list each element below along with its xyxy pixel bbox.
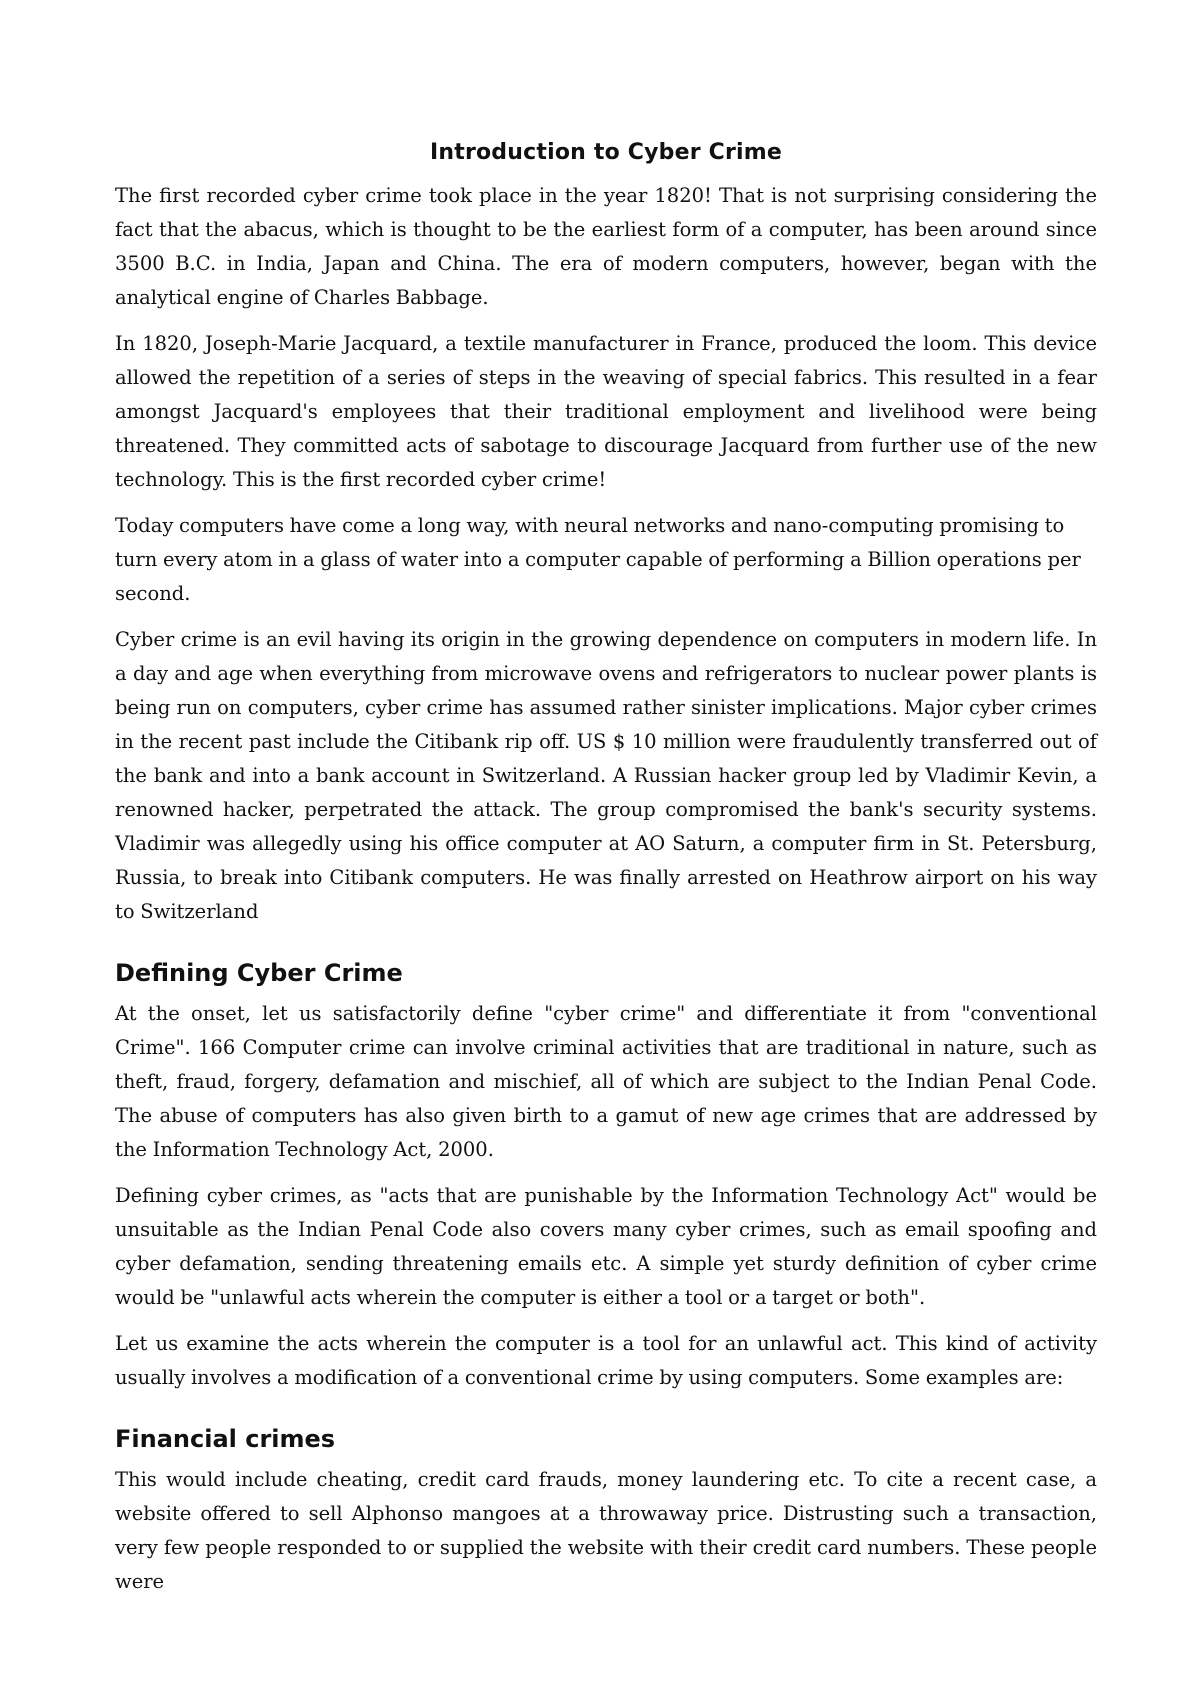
intro-paragraph-3: Today computers have come a long way, with neural networks and nano-computing promising to turn every atom in a glass of water into a computer capable of performing a Billion operations per second. — [115, 514, 1081, 605]
section-heading-financial-crimes: Financial crimes — [115, 1425, 336, 1453]
section-heading-defining-cyber-crime: Defining Cyber Crime — [115, 959, 403, 987]
document-page — [115, 130, 1097, 1611]
financial-paragraph-1: This would include cheating, credit card frauds, money laundering etc. To cite a recent case, a website offered to sell Alphonso mangoes at a throwaway price. Distrusting such a transaction, very few people responded to or supplied the website with their credit card numbers. These people were — [115, 1468, 1097, 1593]
defining-paragraph-1: At the onset, let us satisfactorily define "cyber crime" and differentiate it from "conventional Crime". 166 Computer crime can involve criminal activities that are traditional in nature, such as theft, fraud, forgery, defamation and mischief, all of which are subject to the Indian Penal Code. The abuse of computers has also given birth to a gamut of new age crimes that are addressed by the Information Technology Act, 2000. — [115, 1002, 1097, 1161]
defining-paragraph-3: Let us examine the acts wherein the computer is a tool for an unlawful act. This kind of activity usually involves a modification of a conventional crime by using computers. Some examples are: — [115, 1332, 1097, 1389]
intro-paragraph-4: Cyber crime is an evil having its origin in the growing dependence on computers in modern life. In a day and age when everything from microwave ovens and refrigerators to nuclear power plants is being run on computers, cyber crime has assumed rather sinister implications. Major cyber crimes in the recent past include the Citibank rip off. US $ 10 million were fraudulently transferred out of the bank and into a bank account in Switzerland. A Russian hacker group led by Vladimir Kevin, a renowned hacker, perpetrated the attack. The group compromised the bank's security systems. Vladimir was allegedly using his office computer at AO Saturn, a computer firm in St. Petersburg, Russia, to break into Citibank computers. He was finally arrested on Heathrow airport on his way to Switzerland — [115, 628, 1097, 923]
defining-paragraph-2: Defining cyber crimes, as "acts that are punishable by the Information Technology Act" would be unsuitable as the Indian Penal Code also covers many cyber crimes, such as email spoofing and cyber defamation, sending threatening emails etc. A simple yet sturdy definition of cyber crime would be "unlawful acts wherein the computer is either a tool or a target or both". — [115, 1184, 1097, 1309]
intro-paragraph-1: The first recorded cyber crime took place in the year 1820! That is not surprising considering the fact that the abacus, which is thought to be the earliest form of a computer, has been around since 3500 B.C. in India, Japan and China. The era of modern computers, however, began with the analytical engine of Charles Babbage. — [115, 184, 1097, 309]
document-title: Introduction to Cyber Crime — [429, 140, 782, 165]
intro-paragraph-2: In 1820, Joseph-Marie Jacquard, a textile manufacturer in France, produced the loom. This device allowed the repetition of a series of steps in the weaving of special fabrics. This resulted in a fear amongst Jacquard's employees that their traditional employment and livelihood were being threatened. They committed acts of sabotage to discourage Jacquard from further use of the new technology. This is the first recorded cyber crime! — [115, 332, 1097, 491]
